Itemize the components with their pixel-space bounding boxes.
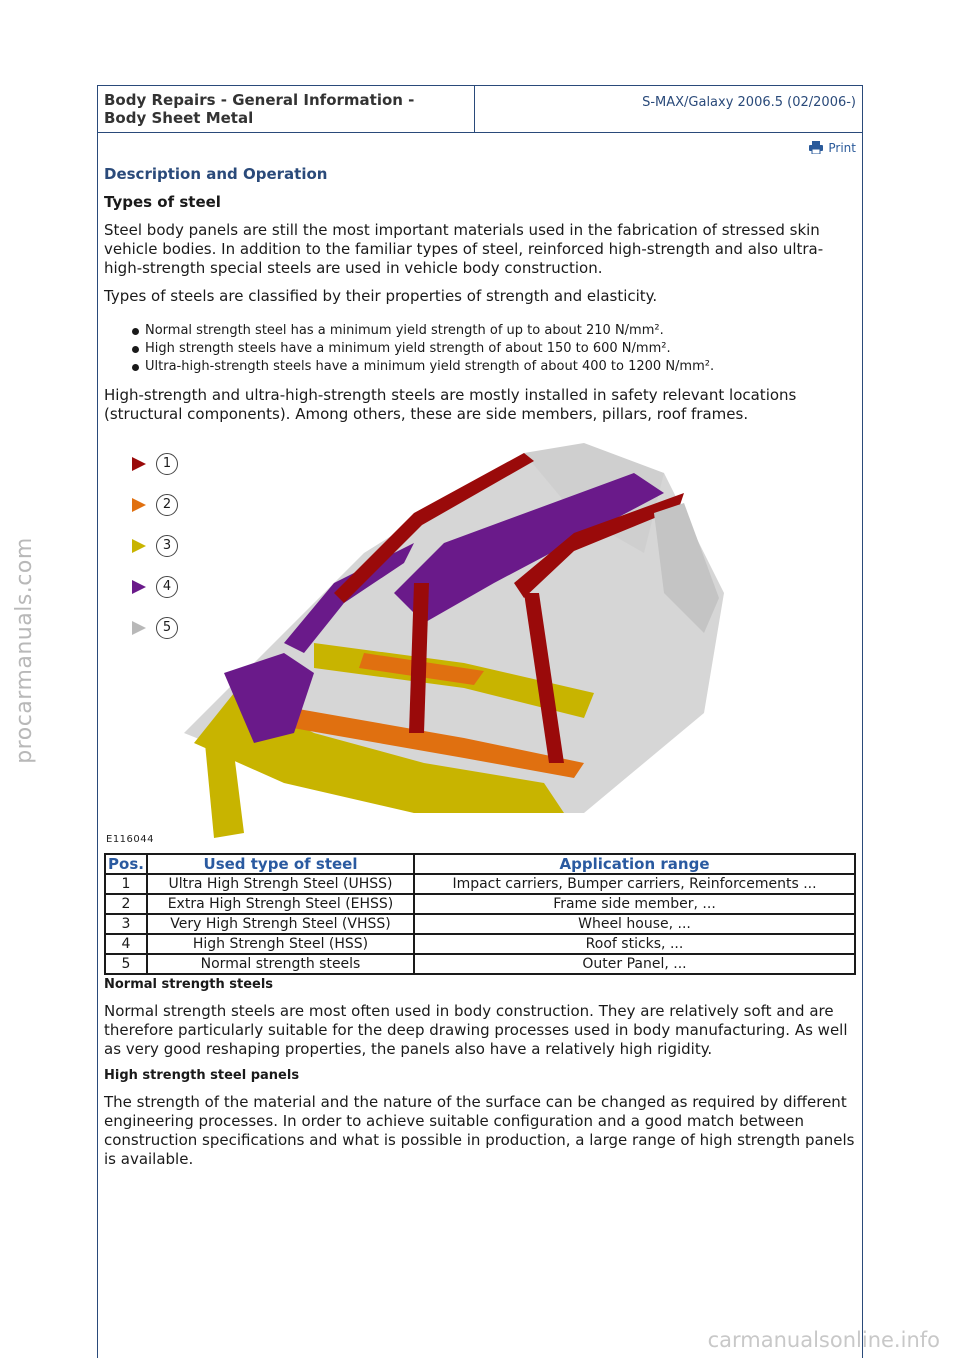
strength-list bbox=[104, 322, 856, 376]
print-label[interactable]: Print bbox=[828, 141, 856, 155]
legend-item bbox=[132, 607, 178, 648]
table-row bbox=[105, 874, 855, 894]
cell-range: Impact carriers, Bumper carriers, Reinforcements ... bbox=[414, 874, 855, 894]
legend-number: 3 bbox=[156, 535, 178, 557]
table-row bbox=[105, 914, 855, 934]
bottom-watermark: carmanualsonline.info bbox=[707, 1328, 940, 1352]
cell-range: Roof sticks, ... bbox=[414, 934, 855, 954]
legend-item bbox=[132, 443, 178, 484]
cell-range: Wheel house, ... bbox=[414, 914, 855, 934]
figure-code: E116044 bbox=[106, 834, 154, 845]
table-row bbox=[105, 934, 855, 954]
cell-range: Outer Panel, ... bbox=[414, 954, 855, 974]
manual-page bbox=[97, 85, 863, 1358]
legend-number: 4 bbox=[156, 576, 178, 598]
cell-range: Frame side member, ... bbox=[414, 894, 855, 914]
list-item: Normal strength steel has a minimum yield strength of up to about 210 N/mm². bbox=[134, 322, 856, 340]
list-item: High strength steels have a minimum yield strength of about 150 to 600 N/mm². bbox=[134, 340, 856, 358]
body-structure-figure bbox=[104, 433, 856, 853]
legend-number: 5 bbox=[156, 617, 178, 639]
vehicle-model: S-MAX/Galaxy 2006.5 (02/2006-) bbox=[642, 95, 856, 110]
header-title-line2: Body Sheet Metal bbox=[104, 109, 254, 127]
normal-steel-heading: Normal strength steels bbox=[104, 977, 274, 992]
cell-pos: 5 bbox=[105, 954, 147, 974]
cell-steel: Extra High Strengh Steel (EHSS) bbox=[147, 894, 414, 914]
side-watermark: procarmanuals.com bbox=[11, 536, 37, 764]
printer-icon bbox=[809, 141, 823, 157]
legend-number: 1 bbox=[156, 453, 178, 475]
types-title: Types of steel bbox=[104, 193, 221, 211]
intro-paragraph-3: High-strength and ultra-high-strength steels are mostly installed in safety relevant locations (structural components). Among others, these are side members, pillars, roof frames. bbox=[104, 386, 797, 423]
table-row bbox=[105, 954, 855, 974]
car-body-illustration bbox=[164, 433, 724, 853]
legend-arrow-icon bbox=[132, 621, 146, 635]
cell-pos: 4 bbox=[105, 934, 147, 954]
intro-paragraph-1: Steel body panels are still the most important materials used in the fabrication of stressed skin vehicle bodies. In addition to the familiar types of steel, reinforced high-strength and also ultra-high-strength special steels are used in vehicle body construction. bbox=[104, 221, 824, 277]
legend-number: 2 bbox=[156, 494, 178, 516]
list-item: Ultra-high-strength steels have a minimum yield strength of about 400 to 1200 N/mm². bbox=[134, 358, 856, 376]
legend-arrow-icon bbox=[132, 539, 146, 553]
cell-steel: Very High Strengh Steel (VHSS) bbox=[147, 914, 414, 934]
page-header bbox=[98, 85, 862, 133]
steel-legend bbox=[132, 443, 178, 648]
intro-paragraph-2: Types of steels are classified by their properties of strength and elasticity. bbox=[104, 287, 658, 305]
cell-steel: Ultra High Strengh Steel (UHSS) bbox=[147, 874, 414, 894]
header-title bbox=[98, 86, 475, 132]
legend-item bbox=[132, 566, 178, 607]
high-steel-heading: High strength steel panels bbox=[104, 1068, 300, 1083]
print-link[interactable] bbox=[104, 133, 856, 157]
cell-pos: 1 bbox=[105, 874, 147, 894]
table-header-row bbox=[105, 854, 855, 874]
normal-steel-paragraph: Normal strength steels are most often used in body construction. They are relatively soft and are therefore particularly suitable for the deep drawing processes used in body manufacturing. As well as very good reshaping properties, the panels also have a relatively high rigidity. bbox=[104, 1002, 848, 1058]
cell-pos: 2 bbox=[105, 894, 147, 914]
legend-arrow-icon bbox=[132, 580, 146, 594]
column-header: Used type of steel bbox=[147, 854, 414, 874]
cell-steel: High Strengh Steel (HSS) bbox=[147, 934, 414, 954]
header-title-line1: Body Repairs - General Information - bbox=[104, 91, 415, 109]
legend-arrow-icon bbox=[132, 457, 146, 471]
section-title: Description and Operation bbox=[104, 165, 328, 183]
legend-item bbox=[132, 525, 178, 566]
legend-arrow-icon bbox=[132, 498, 146, 512]
cell-pos: 3 bbox=[105, 914, 147, 934]
legend-item bbox=[132, 484, 178, 525]
table-row bbox=[105, 894, 855, 914]
column-header: Application range bbox=[414, 854, 855, 874]
column-header: Pos. bbox=[105, 854, 147, 874]
high-steel-paragraph: The strength of the material and the nature of the surface can be changed as required by different engineering processes. In order to achieve suitable configuration and a good match between construction specifications and what is possible in production, a large range of high strength panels is available. bbox=[104, 1093, 855, 1168]
cell-steel: Normal strength steels bbox=[147, 954, 414, 974]
steel-types-table bbox=[104, 853, 856, 975]
